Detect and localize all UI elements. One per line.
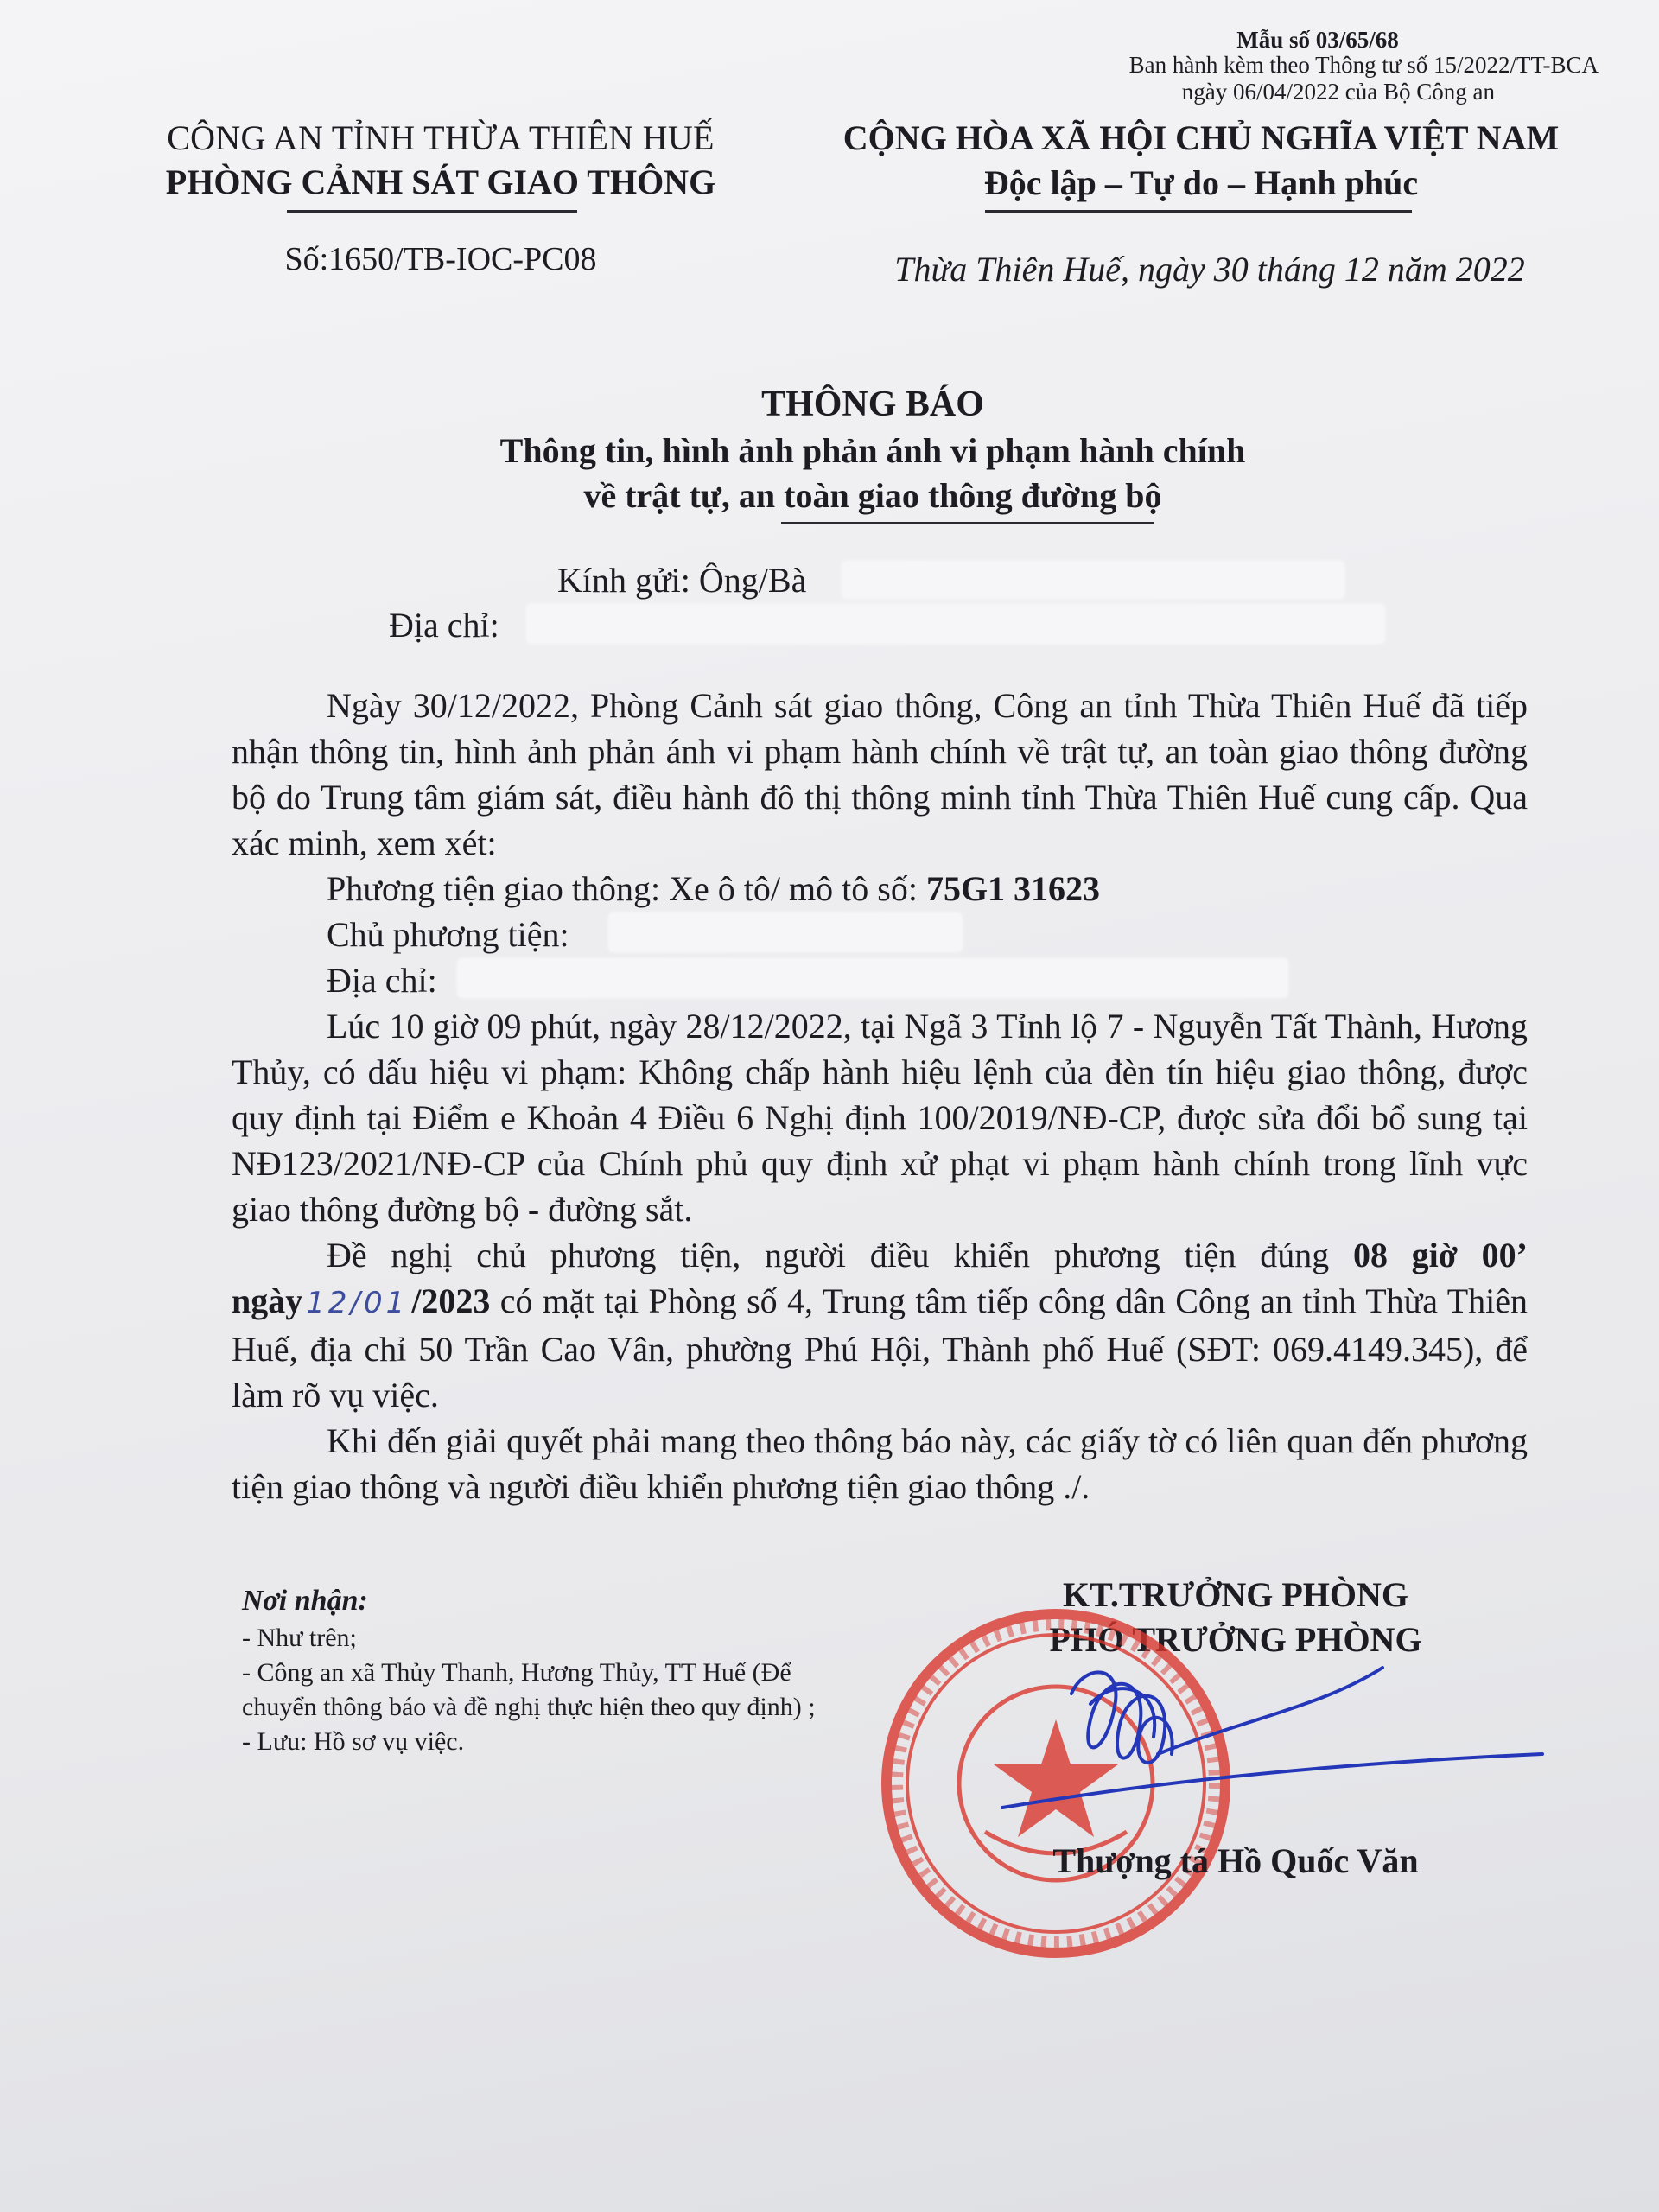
- issuing-agency: [130, 117, 752, 213]
- recipient-greeting: Kính gửi: Ông/Bà: [557, 561, 807, 600]
- recipients-item: - Công an xã Thủy Thanh, Hương Thủy, TT Huế (Để chuyển thông báo và đề nghị thực hiện theo quy định) ;: [242, 1658, 816, 1721]
- summons-intro: Đề nghị chủ phương tiện, người điều khiển phương tiện đúng: [327, 1236, 1353, 1274]
- document-number: Số:1650/TB-IOC-PC08: [284, 241, 597, 277]
- summons-rest: có mặt tại Phòng số 4, Trung tâm tiếp công dân Công an tỉnh Thừa Thiên Huế, địa chỉ 50 Trần Cao Vân, phường Phú Hội, Thành phố Huế (SĐT: 069.4149.345), để làm rõ vụ việc.: [232, 1281, 1528, 1414]
- recipients-item: - Lưu: Hồ sơ vụ việc.: [242, 1727, 465, 1756]
- violation-paragraph: Lúc 10 giờ 09 phút, ngày 28/12/2022, tại Ngã 3 Tỉnh lộ 7 - Nguyễn Tất Thành, Hương Thủy, có dấu hiệu vi phạm: Không chấp hành hiệu lệnh của đèn tín hiệu giao thông, được quy định tại Điểm e Khoản 4 Điều 6 Nghị định 100/2019/NĐ-CP, được sửa đổi bổ sung tại NĐ123/2021/NĐ-CP của Chính phủ quy định xử phạt vi phạm hành chính trong lĩnh vực giao thông đường bộ - đường sắt.: [232, 1007, 1528, 1229]
- document-title: [259, 380, 1486, 524]
- seal-star: [994, 1719, 1118, 1837]
- form-issued-line: Ban hành kèm theo Thông tư số 15/2022/TT-BCA: [1128, 52, 1599, 78]
- summons-year: /2023: [411, 1281, 491, 1320]
- title-underline: [781, 522, 1154, 524]
- signer-name: Thượng tá Hồ Quốc Văn: [1052, 1841, 1419, 1880]
- vehicle-line: [232, 866, 1528, 912]
- official-seal: [887, 1614, 1225, 1953]
- closing-paragraph: Khi đến giải quyết phải mang theo thông báo này, các giấy tờ có liên quan đến phương tiện giao thông và người điều khiển phương tiện giao thông ./.: [232, 1421, 1528, 1506]
- signature-subtitle: PHÓ TRƯỞNG PHÒNG: [1049, 1620, 1422, 1659]
- recipients-heading: Nơi nhận:: [242, 1585, 368, 1617]
- owner-address-line: Địa chỉ:: [327, 961, 437, 1000]
- form-issued-note: [907, 52, 1599, 105]
- redacted-owner-address: [458, 959, 1287, 997]
- title-main: THÔNG BÁO: [761, 385, 984, 424]
- recipients-item: - Như trên;: [242, 1624, 357, 1652]
- vehicle-label: Phương tiện giao thông: Xe ô tô/ mô tô số:: [327, 869, 926, 908]
- signature-block: [933, 1573, 1538, 1662]
- summons-time: 08 giờ 00’: [1352, 1236, 1528, 1274]
- nation-motto: Độc lập – Tự do – Hạnh phúc: [983, 163, 1419, 202]
- agency-underline: [287, 210, 577, 213]
- motto-underline: [985, 210, 1412, 213]
- owner-line: Chủ phương tiện:: [327, 915, 569, 954]
- recipient-address-label: Địa chỉ:: [389, 606, 499, 645]
- redacted-recipient-address: [527, 605, 1384, 643]
- recipients-list: [242, 1581, 864, 1759]
- nation-title: CỘNG HÒA XÃ HỘI CHỦ NGHĨA VIỆT NAM: [842, 118, 1560, 157]
- summons-paragraph: [232, 1232, 1528, 1418]
- title-line: về trật tự, an toàn giao thông đường bộ: [583, 476, 1162, 515]
- form-issued-line: ngày 06/04/2022 của Bộ Công an: [1181, 79, 1495, 105]
- handwritten-signature: [1002, 1668, 1542, 1808]
- national-header: [769, 117, 1633, 213]
- handwritten-date: 12/01: [306, 1286, 409, 1320]
- place-date: Thừa Thiên Huế, ngày 30 tháng 12 năm 2022: [894, 250, 1525, 289]
- summons-day-label: ngày: [232, 1281, 303, 1320]
- redacted-owner-name: [609, 913, 962, 951]
- form-code: Mẫu số 03/65/68: [1236, 27, 1399, 53]
- signature-title: KT.TRƯỞNG PHÒNG: [1063, 1575, 1408, 1614]
- title-line: Thông tin, hình ảnh phản ánh vi phạm hành chính: [499, 431, 1246, 470]
- redacted-recipient-name: [842, 562, 1344, 598]
- agency-name: PHÒNG CẢNH SÁT GIAO THÔNG: [165, 162, 716, 201]
- notice-body: [232, 683, 1528, 1510]
- agency-parent: CÔNG AN TỈNH THỪA THIÊN HUẾ: [167, 118, 715, 157]
- vehicle-plate: 75G1 31623: [925, 869, 1101, 908]
- body-paragraph: Ngày 30/12/2022, Phòng Cảnh sát giao thông, Công an tỉnh Thừa Thiên Huế đã tiếp nhận thông tin, hình ảnh phản ánh vi phạm hành chính về trật tự, an toàn giao thông đường bộ do Trung tâm giám sát, điều hành đô thị thông minh tỉnh Thừa Thiên Huế cung cấp. Qua xác minh, xem xét:: [232, 686, 1528, 862]
